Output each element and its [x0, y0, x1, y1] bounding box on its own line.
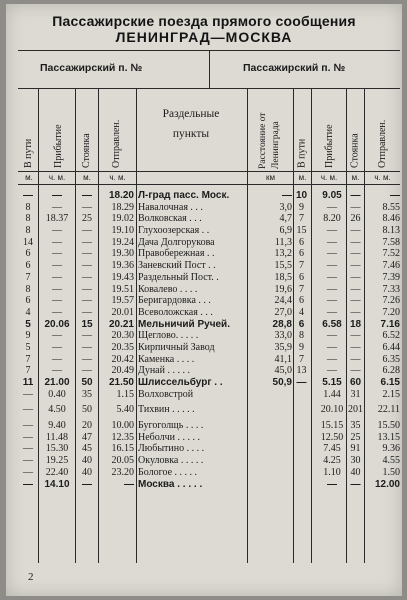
unit-label: ч. м.: [109, 173, 126, 182]
col-head-stop-left: Стоянка: [81, 133, 92, 168]
distance-cell: 24,4: [274, 295, 292, 307]
unit-label: ч. м.: [374, 173, 391, 182]
stop-left-cell: —: [82, 341, 92, 353]
departure-right-cell: 6.28: [382, 365, 400, 377]
distance-cell: 45,0: [274, 365, 292, 377]
arrival-right-cell: 9.05: [322, 190, 342, 201]
en-route-right-cell: 10: [295, 190, 308, 201]
unit-label: ч. м.: [48, 173, 66, 182]
arrival-right-cell: 12.50: [320, 431, 344, 443]
en-route-right-cell: 9: [299, 341, 304, 353]
en-route-left-cell: 14: [23, 236, 33, 248]
distance-cell: 4,7: [279, 213, 292, 225]
departure-right-cell: 8.13: [382, 225, 400, 237]
col-head-departure-right: Отправлен.: [377, 119, 388, 168]
departure-right-cell: —: [390, 190, 400, 201]
station-name-cell: Навалочная . . .: [138, 201, 203, 213]
stop-right-cell: 31: [350, 388, 361, 400]
distance-cell: 3,0: [279, 201, 292, 213]
distance-cell: 27,0: [274, 306, 292, 318]
table-row: [6, 260, 402, 272]
distance-cell: 6,9: [279, 225, 292, 237]
distance-cell: 13,2: [274, 248, 292, 260]
stop-left-cell: —: [82, 271, 92, 283]
arrival-right-cell: —: [327, 330, 337, 342]
stop-right-cell: 26: [350, 213, 361, 225]
arrival-right-cell: —: [327, 306, 337, 318]
arrival-left-cell: —: [52, 236, 62, 248]
arrival-right-cell: —: [327, 236, 337, 248]
station-name-cell: Кирпичный Завод: [138, 341, 215, 353]
table-row: [6, 225, 402, 237]
departure-left-cell: 19.36: [111, 260, 134, 272]
en-route-right-cell: 6: [299, 295, 304, 307]
table-row: [6, 389, 402, 401]
departure-right-cell: 4.55: [382, 455, 400, 467]
station-name-cell: Л-град пасс. Моск.: [138, 190, 230, 201]
en-route-right-cell: 4: [299, 306, 304, 318]
departure-left-cell: 18.20: [108, 190, 134, 201]
departure-left-cell: 20.49: [111, 365, 134, 377]
departure-left-cell: 19.57: [111, 295, 134, 307]
departure-right-cell: 7.16: [380, 318, 400, 330]
arrival-left-cell: —: [52, 341, 62, 353]
station-name-cell: Окуловка . . . . .: [138, 455, 204, 467]
arrival-right-cell: 20.10: [320, 404, 344, 416]
arrival-left-cell: 4.50: [48, 404, 66, 416]
title-line-1: Пассажирские поезда прямого сообщения: [52, 13, 356, 29]
en-route-left-cell: —: [23, 420, 33, 432]
stations-head-line-1: Раздельные: [162, 108, 220, 120]
departure-left-cell: —: [124, 478, 134, 490]
departure-left-cell: 19.10: [111, 225, 134, 237]
stop-left-cell: —: [82, 353, 92, 365]
stop-left-cell: —: [82, 260, 92, 272]
distance-cell: 11,3: [274, 236, 292, 248]
table-row: [6, 248, 402, 260]
arrival-left-cell: —: [52, 295, 62, 307]
en-route-left-cell: —: [23, 466, 33, 478]
en-route-left-cell: 8: [25, 201, 31, 213]
departure-right-cell: 7.20: [382, 306, 400, 318]
departure-right-cell: 13.15: [377, 431, 400, 443]
train-divider: [209, 50, 210, 88]
station-name-cell: Всеволожская . . .: [138, 306, 213, 318]
departure-right-cell: 22.11: [377, 404, 400, 416]
departure-left-cell: 1.15: [116, 388, 134, 400]
stop-right-cell: —: [350, 478, 361, 490]
en-route-left-cell: 8: [25, 283, 31, 295]
stop-left-cell: —: [82, 306, 92, 318]
stop-right-cell: —: [350, 225, 361, 237]
arrival-right-cell: 8.20: [323, 213, 341, 225]
col-head-arrival-left: Прибытие: [53, 124, 64, 168]
unit-label: ч. м.: [320, 173, 338, 182]
departure-left-cell: 20.05: [111, 455, 134, 467]
stop-left-cell: —: [82, 478, 92, 490]
unit-label: км: [266, 173, 275, 182]
arrival-right-cell: —: [327, 260, 337, 272]
station-name-cell: Заневский Пост . .: [138, 260, 216, 272]
station-name-cell: Ковалево . . . .: [138, 283, 198, 295]
arrival-left-cell: —: [52, 306, 62, 318]
departure-left-cell: 20.35: [111, 341, 134, 353]
station-name-cell: Бугоголщь . . . .: [138, 420, 204, 432]
stop-right-cell: —: [350, 271, 361, 283]
en-route-left-cell: 7: [25, 365, 31, 377]
en-route-right-cell: 7: [299, 213, 304, 225]
departure-right-cell: 8.46: [382, 213, 400, 225]
arrival-left-cell: —: [52, 201, 62, 213]
en-route-left-cell: 5: [25, 341, 31, 353]
arrival-left-cell: 9.40: [48, 420, 66, 432]
en-route-left-cell: 8: [25, 225, 31, 237]
en-route-left-cell: 7: [25, 353, 31, 365]
stop-left-cell: —: [82, 283, 92, 295]
arrival-right-cell: 15.15: [320, 420, 344, 432]
station-name-cell: Волковская . . .: [138, 213, 202, 225]
stop-left-cell: 40: [82, 455, 92, 467]
unit-label: м.: [298, 173, 307, 182]
arrival-left-cell: —: [52, 283, 62, 295]
departure-right-cell: 6.52: [382, 330, 400, 342]
departure-right-cell: 6.44: [382, 341, 400, 353]
en-route-right-cell: 7: [299, 353, 304, 365]
station-name-cell: Тихвин . . . . .: [138, 404, 195, 416]
stop-left-cell: —: [82, 225, 92, 237]
stop-left-cell: 50: [81, 377, 93, 388]
departure-left-cell: 23.20: [111, 466, 134, 478]
arrival-right-cell: 5.15: [322, 377, 342, 388]
table-row: [6, 455, 402, 467]
arrival-right-cell: 1.44: [323, 388, 341, 400]
arrival-left-cell: 19.25: [45, 455, 69, 467]
stop-right-cell: 35: [350, 420, 361, 432]
en-route-left-cell: —: [23, 404, 33, 416]
table-row: [6, 404, 402, 416]
stop-left-cell: —: [82, 201, 92, 213]
col-head-en-route-right: В пути: [296, 138, 308, 168]
station-name-cell: Бологое . . . . .: [138, 466, 198, 478]
arrival-left-cell: 22.40: [45, 466, 69, 478]
arrival-right-cell: —: [327, 248, 337, 260]
stop-right-cell: —: [350, 248, 361, 260]
table-row: [6, 420, 402, 432]
arrival-right-cell: 7.45: [323, 443, 341, 455]
arrival-left-cell: —: [52, 260, 62, 272]
arrival-left-cell: 14.10: [44, 478, 70, 490]
departure-right-cell: 7.52: [382, 248, 400, 260]
en-route-right-cell: —: [296, 377, 307, 388]
col-head-en-route-left: В пути: [23, 138, 34, 168]
col-head-stop-right: Стоянка: [349, 133, 361, 168]
station-name-cell: Раздельный Пост. .: [138, 271, 219, 283]
arrival-left-cell: —: [52, 353, 62, 365]
arrival-right-cell: 6.58: [322, 318, 342, 330]
arrival-left-cell: —: [52, 365, 62, 377]
stop-left-cell: 35: [82, 388, 92, 400]
en-route-left-cell: —: [23, 478, 33, 490]
stations-column-head: [136, 104, 246, 144]
col-head-departure-left: Отправлен.: [111, 119, 122, 168]
en-route-left-cell: 9: [25, 330, 31, 342]
en-route-left-cell: —: [23, 455, 33, 467]
station-name-cell: Неболчи . . . . .: [138, 431, 200, 443]
en-route-right-cell: 8: [299, 330, 304, 342]
en-route-right-cell: 7: [299, 260, 304, 272]
stop-left-cell: —: [82, 330, 92, 342]
arrival-left-cell: 21.00: [44, 377, 70, 388]
table-row: [6, 202, 402, 214]
station-name-cell: Беригардовка . . .: [138, 295, 211, 307]
arrival-right-cell: —: [327, 225, 337, 237]
table-row: [6, 365, 402, 377]
station-name-cell: Шлиссельбург . .: [138, 377, 223, 388]
departure-left-cell: 19.30: [111, 248, 134, 260]
table-row: [6, 467, 402, 479]
stop-right-cell: —: [350, 365, 361, 377]
stop-right-cell: —: [350, 306, 361, 318]
arrival-left-cell: —: [52, 271, 62, 283]
arrival-right-cell: —: [327, 295, 337, 307]
en-route-left-cell: —: [23, 431, 33, 443]
departure-left-cell: 20.01: [111, 306, 134, 318]
stop-right-cell: 60: [349, 377, 362, 388]
en-route-left-cell: 6: [25, 248, 31, 260]
arrival-right-cell: —: [327, 271, 337, 283]
en-route-left-cell: 5: [25, 318, 31, 330]
station-name-cell: Глухоозерская . .: [138, 225, 210, 237]
departure-left-cell: 21.50: [108, 377, 134, 388]
table-row: [6, 295, 402, 307]
stop-right-cell: 40: [350, 466, 361, 478]
distance-cell: 28,8: [272, 318, 292, 330]
departure-left-cell: 12.35: [111, 431, 134, 443]
en-route-left-cell: —: [23, 443, 33, 455]
departure-left-cell: 19.02: [111, 213, 134, 225]
en-route-right-cell: 6: [299, 248, 304, 260]
departure-right-cell: 7.46: [382, 260, 400, 272]
distance-cell: 35,9: [274, 341, 292, 353]
table-row: [6, 284, 402, 296]
departure-left-cell: 18.29: [111, 201, 134, 213]
unit-label: м.: [25, 173, 33, 182]
timetable-page: [6, 4, 402, 596]
station-name-cell: Щеглово. . . . .: [138, 330, 199, 342]
station-name-cell: Дунай . . . . .: [138, 365, 190, 377]
stop-left-cell: 20: [82, 420, 92, 432]
table-row: [6, 377, 402, 389]
departure-right-cell: 7.26: [382, 295, 400, 307]
arrival-right-cell: —: [327, 353, 337, 365]
departure-left-cell: 16.15: [111, 443, 134, 455]
stop-right-cell: —: [350, 190, 361, 201]
stop-left-cell: 50: [82, 404, 92, 416]
departure-right-cell: 8.55: [382, 201, 400, 213]
departure-right-cell: 6.15: [380, 377, 400, 388]
departure-right-cell: 15.50: [377, 420, 400, 432]
unit-label: м.: [83, 173, 91, 182]
title-line-2: ЛЕНИНГРАД—МОСКВА: [115, 29, 293, 45]
en-route-right-cell: 9: [299, 201, 304, 213]
table-row: [6, 272, 402, 284]
en-route-left-cell: 11: [22, 377, 34, 388]
station-name-cell: Любытино . . . .: [138, 443, 205, 455]
table-row: [6, 354, 402, 366]
stop-right-cell: —: [350, 330, 361, 342]
departure-left-cell: 10.00: [111, 420, 134, 432]
departure-right-cell: 12.00: [374, 478, 400, 490]
arrival-left-cell: —: [52, 225, 62, 237]
stop-left-cell: 40: [82, 466, 92, 478]
table-row: [6, 479, 402, 491]
en-route-left-cell: 6: [25, 260, 31, 272]
arrival-left-cell: —: [52, 330, 62, 342]
stop-right-cell: 25: [350, 431, 361, 443]
arrival-left-cell: 15.30: [45, 443, 69, 455]
table-row: [6, 190, 402, 202]
arrival-right-cell: —: [327, 201, 337, 213]
unit-label: м.: [351, 173, 360, 182]
en-route-right-cell: 13: [296, 365, 307, 377]
stop-right-cell: 201: [348, 404, 363, 416]
en-route-right-cell: 15: [296, 225, 307, 237]
stop-left-cell: —: [82, 295, 92, 307]
station-name-cell: Правобережная . .: [138, 248, 215, 260]
table-row: [6, 432, 402, 444]
departure-right-cell: 9.36: [382, 443, 400, 455]
departure-left-cell: 19.24: [111, 236, 134, 248]
en-route-left-cell: —: [23, 190, 33, 201]
stop-left-cell: —: [82, 236, 92, 248]
stop-right-cell: —: [350, 201, 361, 213]
col-head-distance: Расстояние от Ленинграда: [258, 112, 281, 169]
stop-left-cell: 47: [82, 431, 92, 443]
arrival-left-cell: 0.40: [48, 388, 66, 400]
departure-left-cell: 20.30: [111, 330, 134, 342]
arrival-right-cell: —: [327, 478, 337, 490]
departure-left-cell: 5.40: [116, 404, 134, 416]
stop-left-cell: —: [82, 248, 92, 260]
arrival-right-cell: 1.10: [323, 466, 341, 478]
distance-cell: 15,5: [274, 260, 292, 272]
distance-cell: 19,6: [274, 283, 292, 295]
arrival-right-cell: —: [327, 365, 337, 377]
departure-right-cell: 7.39: [382, 271, 400, 283]
arrival-right-cell: —: [327, 341, 337, 353]
en-route-left-cell: 6: [25, 295, 31, 307]
stop-right-cell: —: [350, 341, 361, 353]
en-route-left-cell: 4: [25, 306, 31, 318]
station-name-cell: Дача Долгорукова: [138, 236, 215, 248]
table-row: [6, 237, 402, 249]
departure-right-cell: 6.35: [382, 353, 400, 365]
stations-head-line-2: пункты: [172, 128, 210, 140]
distance-cell: 33,0: [274, 330, 292, 342]
col-head-arrival-right: Прибытие: [324, 124, 335, 168]
stop-right-cell: —: [350, 295, 361, 307]
departure-left-cell: 19.51: [111, 283, 134, 295]
table-row: [6, 443, 402, 455]
en-route-left-cell: 7: [25, 271, 31, 283]
table-row: [6, 307, 402, 319]
stop-right-cell: 18: [349, 318, 362, 330]
distance-cell: —: [282, 190, 292, 201]
departure-right-cell: 7.58: [382, 236, 400, 248]
departure-right-cell: 7.33: [382, 283, 400, 295]
en-route-right-cell: 6: [298, 318, 305, 330]
arrival-left-cell: 18.37: [45, 213, 69, 225]
stop-right-cell: —: [350, 260, 361, 272]
arrival-left-cell: —: [52, 248, 62, 260]
departure-left-cell: 20.42: [111, 353, 134, 365]
table-row: [6, 319, 402, 331]
departure-right-cell: 2.15: [382, 388, 400, 400]
page-number: 2: [28, 571, 34, 583]
stop-right-cell: —: [350, 236, 361, 248]
table-row: [6, 330, 402, 342]
departure-left-cell: 20.21: [108, 318, 134, 330]
stop-left-cell: —: [82, 190, 92, 201]
stop-left-cell: 45: [82, 443, 92, 455]
table-row: [6, 342, 402, 354]
left-train-label: Пассажирский п. №: [40, 62, 143, 74]
distance-cell: 50,9: [272, 377, 292, 388]
station-name-cell: Волховстрой: [138, 388, 194, 400]
departure-right-cell: 1.50: [382, 466, 400, 478]
table-row: [6, 213, 402, 225]
arrival-left-cell: —: [52, 190, 62, 201]
station-name-cell: Мельничий Ручей.: [138, 318, 230, 330]
station-name-cell: Каменка . . . .: [138, 353, 195, 365]
stop-left-cell: 15: [81, 318, 93, 330]
distance-cell: 18,5: [274, 271, 292, 283]
stop-left-cell: —: [82, 365, 92, 377]
en-route-right-cell: 7: [299, 283, 304, 295]
stop-right-cell: —: [350, 353, 361, 365]
arrival-left-cell: 11.48: [45, 431, 69, 443]
arrival-right-cell: 4.25: [323, 455, 341, 467]
distance-cell: 41,1: [274, 353, 292, 365]
en-route-right-cell: 6: [299, 236, 304, 248]
station-name-cell: Москва . . . . .: [138, 478, 203, 490]
stop-right-cell: 91: [350, 443, 361, 455]
en-route-right-cell: 6: [299, 271, 304, 283]
en-route-left-cell: 8: [25, 213, 31, 225]
arrival-right-cell: —: [327, 283, 337, 295]
timetable-rows: [6, 190, 402, 490]
arrival-left-cell: 20.06: [44, 318, 70, 330]
stop-right-cell: —: [350, 283, 361, 295]
right-train-label: Пассажирский п. №: [243, 62, 346, 74]
stop-left-cell: 25: [82, 213, 92, 225]
stop-right-cell: 30: [350, 455, 361, 467]
departure-left-cell: 19.43: [111, 271, 134, 283]
en-route-left-cell: —: [23, 388, 33, 400]
